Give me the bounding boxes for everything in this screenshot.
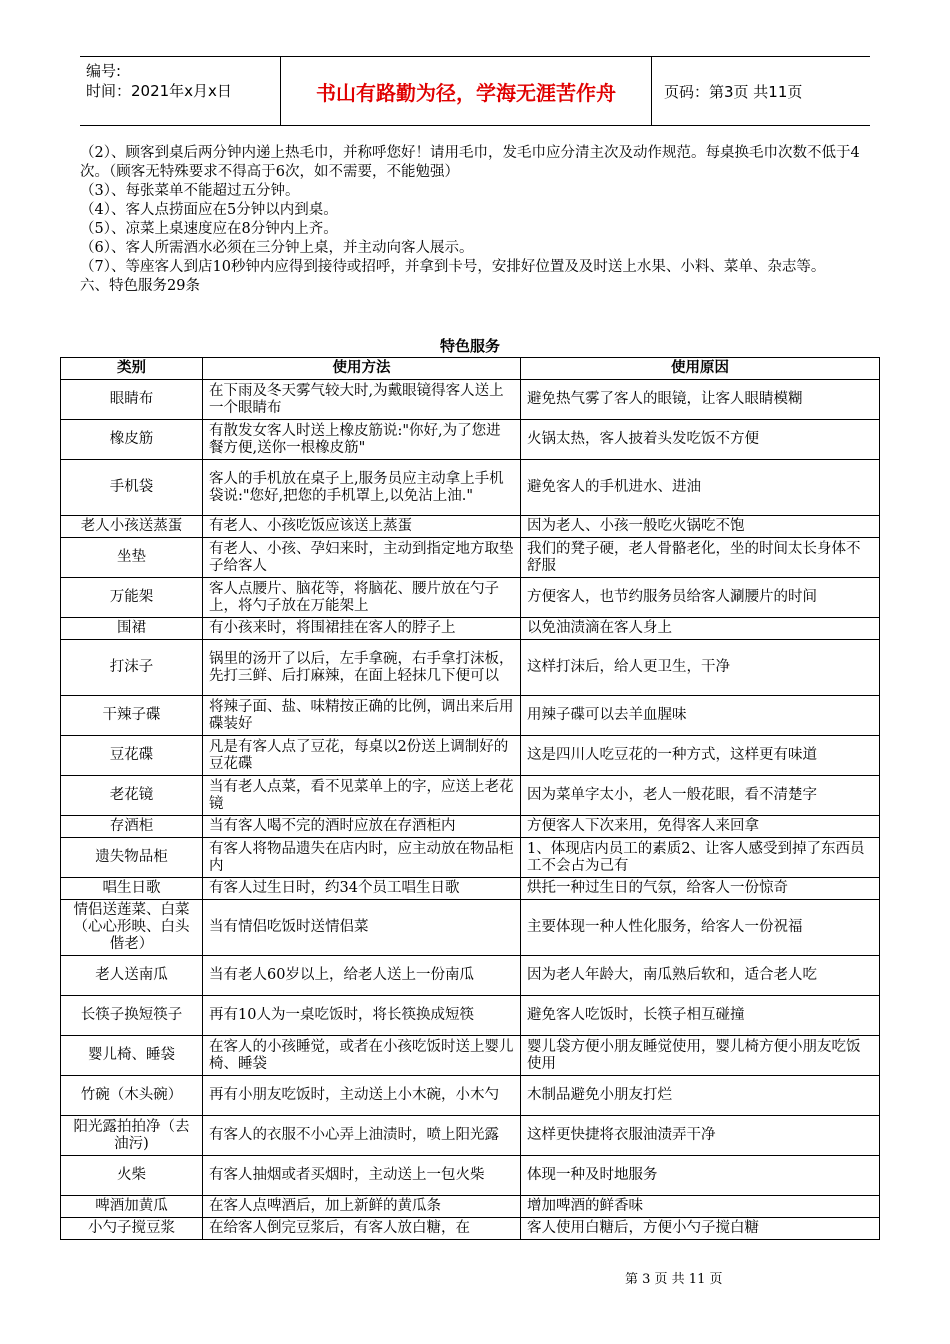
- table-header-row: [61, 358, 880, 380]
- cell-reason: 主要体现一种人性化服务，给客人一份祝福: [521, 900, 880, 956]
- table-row: [61, 878, 880, 900]
- page-header: [80, 56, 870, 126]
- cell-method: 有客人将物品遗失在店内时，应主动放在物品柜内: [203, 838, 521, 878]
- cell-category: 唱生日歌: [61, 878, 203, 900]
- cell-category: 长筷子换短筷子: [61, 996, 203, 1036]
- cell-method: 有客人的衣服不小心弄上油渍时，喷上阳光露: [203, 1116, 521, 1156]
- cell-category: 小勺子搅豆浆: [61, 1218, 203, 1240]
- header-page-info: 页码：第3页 共11页: [664, 82, 803, 101]
- table-row: [61, 1196, 880, 1218]
- table-row: [61, 420, 880, 460]
- cell-category: 豆花碟: [61, 736, 203, 776]
- cell-reason: 因为老人年龄大，南瓜熟后软和，适合老人吃: [521, 956, 880, 996]
- cell-method: 在客人点啤酒后，加上新鲜的黄瓜条: [203, 1196, 521, 1218]
- cell-reason: 火锅太热，客人披着头发吃饭不方便: [521, 420, 880, 460]
- table-row: [61, 538, 880, 578]
- cell-method: 当有老人点菜，看不见菜单上的字，应送上老花镜: [203, 776, 521, 816]
- paragraph: （7）、等座客人到店10秒钟内应得到接待或招呼，并拿到卡号，安排好位置及及时送上水果、小料、菜单、杂志等。: [80, 259, 826, 275]
- cell-reason: 烘托一种过生日的气氛，给客人一份惊奇: [521, 878, 880, 900]
- column-header-reason: 使用原因: [521, 358, 880, 380]
- cell-method: 当有客人喝不完的酒时应放在存酒柜内: [203, 816, 521, 838]
- cell-reason: 这是四川人吃豆花的一种方式，这样更有味道: [521, 736, 880, 776]
- paragraph: （2）、顾客到桌后两分钟内递上热毛巾，并称呼您好！请用毛巾，发毛巾应分清主次及动作规范。每桌换毛巾次数不低于4次。（顾客无特殊要求不得高于6次，如不需要，不能勉强）: [80, 145, 860, 180]
- table-caption: 特色服务: [439, 337, 500, 355]
- cell-method: 有客人抽烟或者买烟时，主动送上一包火柴: [203, 1156, 521, 1196]
- special-services-table: [60, 357, 880, 1240]
- cell-reason: 避免客人吃饭时，长筷子相互碰撞: [521, 996, 880, 1036]
- cell-category: 老人小孩送蒸蛋: [61, 516, 203, 538]
- table-row: [61, 816, 880, 838]
- cell-reason: 以免油渍滴在客人身上: [521, 618, 880, 640]
- cell-category: 手机袋: [61, 460, 203, 516]
- cell-method: 在给客人倒完豆浆后，有客人放白糖，在: [203, 1218, 521, 1240]
- cell-reason: 这样打沫后，给人更卫生，干净: [521, 640, 880, 696]
- cell-category: 啤酒加黄瓜: [61, 1196, 203, 1218]
- cell-method: 再有小朋友吃饭时，主动送上小木碗，小木勺: [203, 1076, 521, 1116]
- cell-reason: 这样更快捷将衣服油渍弄干净: [521, 1116, 880, 1156]
- cell-category: 婴儿椅、睡袋: [61, 1036, 203, 1076]
- cell-category: 遗失物品柜: [61, 838, 203, 878]
- cell-method: 客人的手机放在桌子上,服务员应主动拿上手机袋说:"您好,把您的手机罩上,以免沾上油.": [203, 460, 521, 516]
- cell-reason: 方便客人下次来用，免得客人来回拿: [521, 816, 880, 838]
- cell-category: 竹碗（木头碗）: [61, 1076, 203, 1116]
- table-row: [61, 460, 880, 516]
- cell-method: 有散发女客人时送上橡皮筋说:"你好,为了您进餐方便,送你一根橡皮筋": [203, 420, 521, 460]
- cell-reason: 因为老人、小孩一般吃火锅吃不饱: [521, 516, 880, 538]
- table-row: [61, 696, 880, 736]
- table-row: [61, 516, 880, 538]
- cell-reason: 增加啤酒的鲜香味: [521, 1196, 880, 1218]
- cell-category: 存酒柜: [61, 816, 203, 838]
- cell-reason: 木制品避免小朋友打烂: [521, 1076, 880, 1116]
- cell-method: 凡是有客人点了豆花，每桌以2份送上调制好的豆花碟: [203, 736, 521, 776]
- table-row: [61, 776, 880, 816]
- header-meta: [80, 57, 280, 125]
- cell-reason: 因为菜单字太小，老人一般花眼，看不清楚字: [521, 776, 880, 816]
- cell-method: 将辣子面、盐、味精按正确的比例，调出来后用碟装好: [203, 696, 521, 736]
- cell-reason: 1、体现店内员工的素质2、让客人感受到掉了东西员工不会占为己有: [521, 838, 880, 878]
- cell-category: 眼睛布: [61, 380, 203, 420]
- section-heading: 六、特色服务29条: [80, 278, 200, 294]
- table-row: [61, 1156, 880, 1196]
- table-row: [61, 618, 880, 640]
- cell-reason: 我们的凳子硬，老人骨骼老化，坐的时间太长身体不舒服: [521, 538, 880, 578]
- page-footer: 第 3 页 共 11 页: [625, 1272, 723, 1287]
- cell-category: 火柴: [61, 1156, 203, 1196]
- paragraph: （3）、每张菜单不能超过五分钟。: [80, 183, 300, 199]
- cell-method: 当有情侣吃饭时送情侣菜: [203, 900, 521, 956]
- cell-category: 坐垫: [61, 538, 203, 578]
- table-row: [61, 900, 880, 956]
- cell-category: 情侣送莲菜、白菜（心心形映、白头偕老）: [61, 900, 203, 956]
- paragraph: （5）、凉菜上桌速度应在8分钟内上齐。: [80, 221, 338, 237]
- cell-category: 老花镜: [61, 776, 203, 816]
- table-row: [61, 838, 880, 878]
- cell-method: 有客人过生日时，约34个员工唱生日歌: [203, 878, 521, 900]
- table-body: [61, 380, 880, 1240]
- cell-method: 在客人的小孩睡觉，或者在小孩吃饭时送上婴儿椅、睡袋: [203, 1036, 521, 1076]
- table-row: [61, 578, 880, 618]
- cell-category: 老人送南瓜: [61, 956, 203, 996]
- cell-reason: 避免客人的手机进水、进油: [521, 460, 880, 516]
- cell-method: 有老人、小孩吃饭应该送上蒸蛋: [203, 516, 521, 538]
- cell-method: 有小孩来时，将围裙挂在客人的脖子上: [203, 618, 521, 640]
- cell-category: 万能架: [61, 578, 203, 618]
- table-row: [61, 1036, 880, 1076]
- cell-reason: 体现一种及时地服务: [521, 1156, 880, 1196]
- cell-reason: 避免热气雾了客人的眼镜，让客人眼睛模糊: [521, 380, 880, 420]
- paragraph: （6）、客人所需酒水必须在三分钟上桌，并主动向客人展示。: [80, 240, 474, 256]
- cell-category: 干辣子碟: [61, 696, 203, 736]
- paragraph: （4）、客人点捞面应在5分钟以内到桌。: [80, 202, 338, 218]
- cell-method: 再有10人为一桌吃饭时，将长筷换成短筷: [203, 996, 521, 1036]
- cell-category: 打沫子: [61, 640, 203, 696]
- cell-method: 有老人、小孩、孕妇来时，主动到指定地方取垫子给客人: [203, 538, 521, 578]
- column-header-category: 类别: [61, 358, 203, 380]
- cell-category: 阳光露拍拍净（去油污): [61, 1116, 203, 1156]
- cell-method: 当有老人60岁以上，给老人送上一份南瓜: [203, 956, 521, 996]
- table-row: [61, 736, 880, 776]
- column-header-method: 使用方法: [203, 358, 521, 380]
- table-row: [61, 1218, 880, 1240]
- table-row: [61, 640, 880, 696]
- table-row: [61, 1116, 880, 1156]
- document-number-label: 编号:: [86, 62, 122, 80]
- table-row: [61, 1076, 880, 1116]
- body-paragraphs: [80, 144, 880, 296]
- cell-method: 锅里的汤开了以后，左手拿碗，右手拿打沫板，先打三鲜、后打麻辣，在面上轻抹几下便可以: [203, 640, 521, 696]
- cell-reason: 用辣子碟可以去羊血腥味: [521, 696, 880, 736]
- cell-category: 橡皮筋: [61, 420, 203, 460]
- header-motto: 书山有路勤为径，学海无涯苦作舟: [280, 57, 652, 125]
- cell-category: 围裙: [61, 618, 203, 640]
- cell-method: 客人点腰片、脑花等，将脑花、腰片放在勺子上，将勺子放在万能架上: [203, 578, 521, 618]
- cell-reason: 客人使用白糖后，方便小勺子搅白糖: [521, 1218, 880, 1240]
- table-row: [61, 380, 880, 420]
- cell-method: 在下雨及冬天雾气较大时,为戴眼镜得客人送上一个眼睛布: [203, 380, 521, 420]
- table-row: [61, 996, 880, 1036]
- cell-reason: 方便客人，也节约服务员给客人涮腰片的时间: [521, 578, 880, 618]
- cell-reason: 婴儿袋方便小朋友睡觉使用，婴儿椅方便小朋友吃饭使用: [521, 1036, 880, 1076]
- document-time: 时间：2021年x月x日: [86, 82, 232, 100]
- table-row: [61, 956, 880, 996]
